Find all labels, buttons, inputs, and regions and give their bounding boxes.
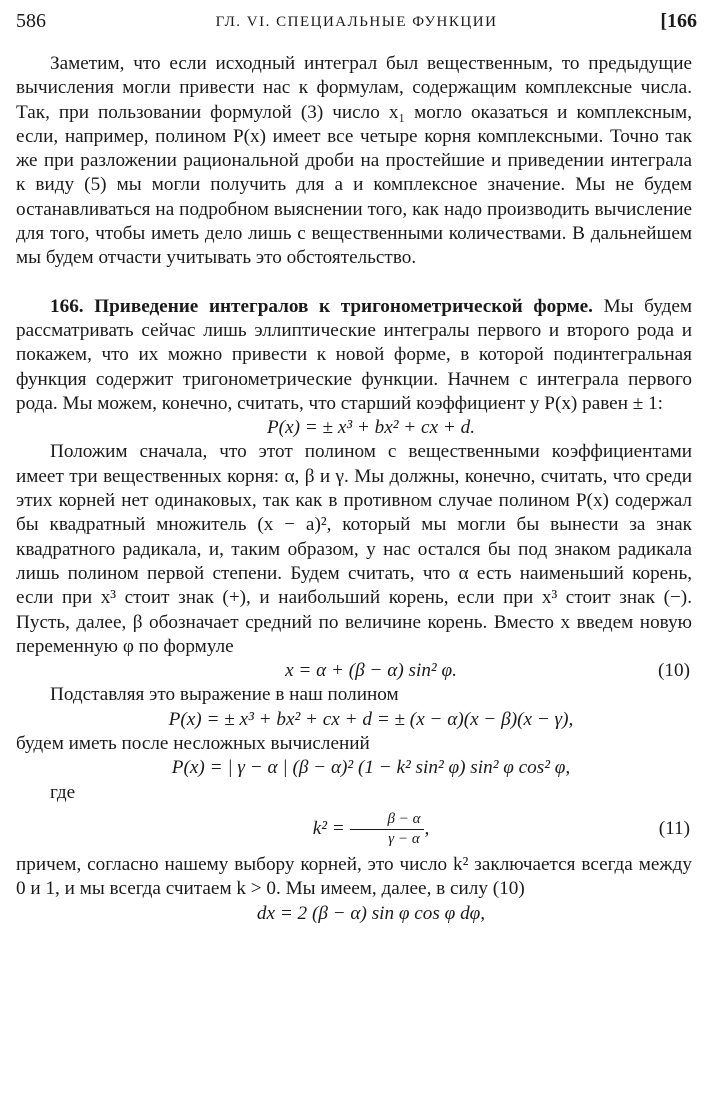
section-heading: 166. Приведение интегралов к тригонометрической форме. [50, 295, 593, 317]
section-paragraph [16, 295, 692, 416]
page-body [16, 52, 692, 926]
equation-number-10: (10) [658, 660, 690, 682]
equation-modulus-comma: , [424, 817, 430, 839]
equation-number-11: (11) [658, 817, 690, 839]
page-header [16, 8, 697, 38]
paragraph-intro: Мы будем рассматривать сейчас лишь эллиптические интегралы первого и второго рода и покажем, что их можно привести к новой форме, в которой подинтегральная функция содержит тригонометрические функции. Начнем с интеграла первого рода. Мы можем, конечно, считать, что старший коэффициент у P(x) равен ± 1: [16, 295, 693, 414]
page-number: 586 [16, 10, 46, 32]
running-title: ГЛ. VI. СПЕЦИАЛЬНЫЕ ФУНКЦИИ [215, 14, 498, 30]
equation-substitution-body: x = α + (β − α) sin² φ. [285, 660, 457, 682]
word-where: где [50, 781, 76, 803]
paragraph-modulus-range: причем, согласно нашему выбору корней, это число k² заключается всегда между 0 и 1, и мы всегда считаем k > 0. Мы имеем, далее, в силу (10) [16, 853, 692, 900]
equation-transformed-polynomial: P(x) = | γ − α | (β − α)² (1 − k² sin² φ) sin² φ cos² φ, [171, 757, 571, 779]
paragraph-substituting: Подставляя это выражение в наш полином [50, 684, 399, 706]
section-mark: [166 [660, 10, 697, 32]
paragraph-remark: Заметим, что если исходный интеграл был вещественным, то предыдущие вычисления могли привести нас к формулам, содержащим комплексные числа. Так, при пользовании формулой (3) число x₁ могло оказаться и комплексным, если, например, полином P(x) имеет все четыре корня комплексными. Точно так же при разложении рациональной дроби на простейшие и приведении интеграла к виду (5) мы могли получить для a и комплексное значение. Мы не будем останавливаться на подробном выяснении того, как надо производить вычисление для того, чтобы иметь дело лишь с вещественными количествами. В дальнейшем мы будем отчасти учитывать это обстоятельство. [16, 53, 692, 269]
paragraph-roots: Положим сначала, что этот полином с вещественными коэффициентами имеет три вещественных корня: α, β и γ. Мы должны, конечно, считать, что среди этих корней нет одинаковых, так как в противном случае полином P(x) содержал бы квадратный множитель (x − a)², который мы могли бы вынести за знак квадратного радикала, и, таким образом, у нас остался бы под знаком радикала лишь полином первой степени. Будем считать, что α есть наименьший корень, если при x³ стоит знак (+), и наибольший корень, если при x³ стоит знак (−). Пусть, далее, β обозначает средний по величине корень. Вместо x введем новую переменную φ по формуле [16, 441, 692, 657]
equation-substitution [16, 659, 692, 683]
modulus-fraction [350, 810, 425, 849]
equation-polynomial: P(x) = ± x³ + bx² + cx + d. [266, 417, 476, 439]
equation-differential: dx = 2 (β − α) sin φ cos φ dφ, [256, 902, 486, 924]
equation-modulus [16, 805, 692, 853]
equation-modulus-lhs: k² = [312, 817, 345, 839]
section-gap [16, 271, 692, 295]
fraction-numerator: β − α [350, 810, 425, 830]
paragraph-after-computation: будем иметь после несложных вычислений [16, 733, 370, 755]
fraction-denominator: γ − α [388, 831, 420, 847]
equation-factorization: P(x) = ± x³ + bx² + cx + d = ± (x − α)(x − β)(x − γ), [168, 708, 574, 730]
